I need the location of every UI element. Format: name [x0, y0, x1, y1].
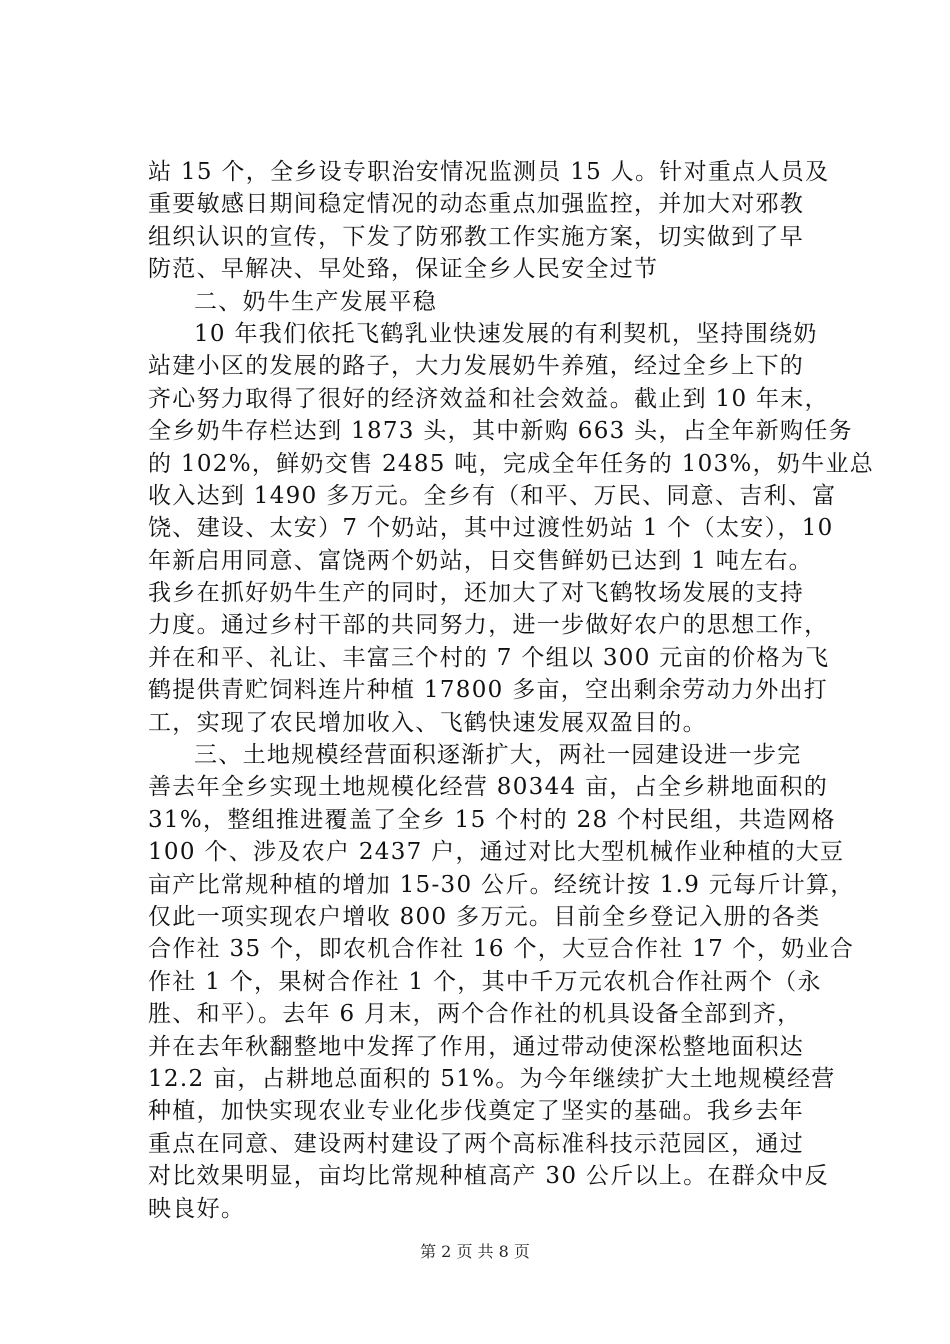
text-line: 亩产比常规种植的增加 15-30 公斤。经统计按 1.9 元每斤计算，	[148, 871, 855, 898]
document-body	[148, 156, 875, 1225]
text-line: 12.2 亩，占耕地总面积的 51%。为今年继续扩大土地规模经营	[148, 1065, 836, 1092]
text-line: 并在去年秋翻整地中发挥了作用，通过带动使深松整地面积达	[148, 1033, 805, 1060]
section-heading: 二、奶牛生产发展平稳	[194, 288, 437, 315]
text-line: 并在和平、礼让、丰富三个村的 7 个组以 300 元亩的价格为飞	[148, 644, 830, 671]
text-line: 齐心努力取得了很好的经济效益和社会效益。截止到 10 年末，	[148, 385, 829, 412]
text-line: 善去年全乡实现土地规模化经营 80344 亩，占全乡耕地面积的	[148, 774, 829, 801]
page-footer	[0, 1242, 950, 1262]
text-line: 对比效果明显，亩均比常规种植高产 30 公斤以上。在群众中反	[148, 1163, 829, 1190]
text-line: 组织认识的宣传，下发了防邪教工作实施方案，切实做到了早	[148, 223, 805, 250]
text-line: 31%，整组推进覆盖了全乡 15 个村的 28 个村民组，共造网格	[148, 806, 836, 833]
text-line: 防范、早解决、早处臵，保证全乡人民安全过节	[148, 256, 659, 283]
text-line: 站建小区的发展的路子，大力发展奶牛养殖，经过全乡上下的	[148, 353, 805, 380]
text-line: 站 15 个，全乡设专职治安情况监测员 15 人。针对重点人员及	[148, 159, 830, 185]
text-line: 我乡在抓好奶牛生产的同时，还加大了对飞鹤牧场发展的支持	[148, 580, 805, 607]
text-line: 10 年我们依托飞鹤乳业快速发展的有利契机，坚持围绕奶	[194, 320, 818, 347]
text-line: 合作社 35 个，即农机合作社 16 个，大豆合作社 17 个，奶业合	[148, 936, 855, 963]
text-line: 仅此一项实现农户增收 800 多万元。目前全乡登记入册的各类	[148, 903, 821, 930]
text-line: 的 102%，鲜奶交售 2485 吨，完成全年任务的 103%，奶牛业总	[148, 450, 875, 477]
text-line: 饶、建设、太安）7 个奶站，其中过渡性奶站 1 个（太安），10	[148, 515, 834, 542]
text-line: 重要敏感日期间稳定情况的动态重点加强监控，并加大对邪教	[148, 191, 805, 218]
text-line: 力度。通过乡村干部的共同努力，进一步做好农户的思想工作，	[148, 612, 829, 639]
text-line: 100 个、涉及农户 2437 户，通过对比大型机械作业种植的大豆	[148, 839, 845, 866]
text-line: 工，实现了农民增加收入、飞鹤快速发展双盈目的。	[148, 709, 707, 736]
text-line: 作社 1 个，果树合作社 1 个，其中千万元农机合作社两个（永	[148, 968, 822, 995]
text-line: 胜、和平）。去年 6 月末，两个合作社的机具设备全部到齐，	[148, 1001, 802, 1028]
text-line: 映良好。	[148, 1195, 246, 1222]
text-line: 重点在同意、建设两村建设了两个高标准科技示范园区，通过	[148, 1130, 805, 1157]
text-line: 鹤提供青贮饲料连片种植 17800 多亩，空出剩余劳动力外出打	[148, 677, 829, 704]
page-number: 第 2 页 共 8 页	[420, 1242, 530, 1261]
text-line: 种植，加快实现农业专业化步伐奠定了坚实的基础。我乡去年	[148, 1098, 805, 1125]
text-line: 全乡奶牛存栏达到 1873 头，其中新购 663 头，占全年新购任务	[148, 418, 853, 445]
section-heading: 三、土地规模经营面积逐渐扩大，两社一园建设进一步完	[194, 742, 802, 769]
text-line: 收入达到 1490 多万元。全乡有（和平、万民、同意、吉利、富	[148, 482, 837, 509]
text-line: 年新启用同意、富饶两个奶站，日交售鲜奶已达到 1 吨左右。	[148, 547, 813, 574]
